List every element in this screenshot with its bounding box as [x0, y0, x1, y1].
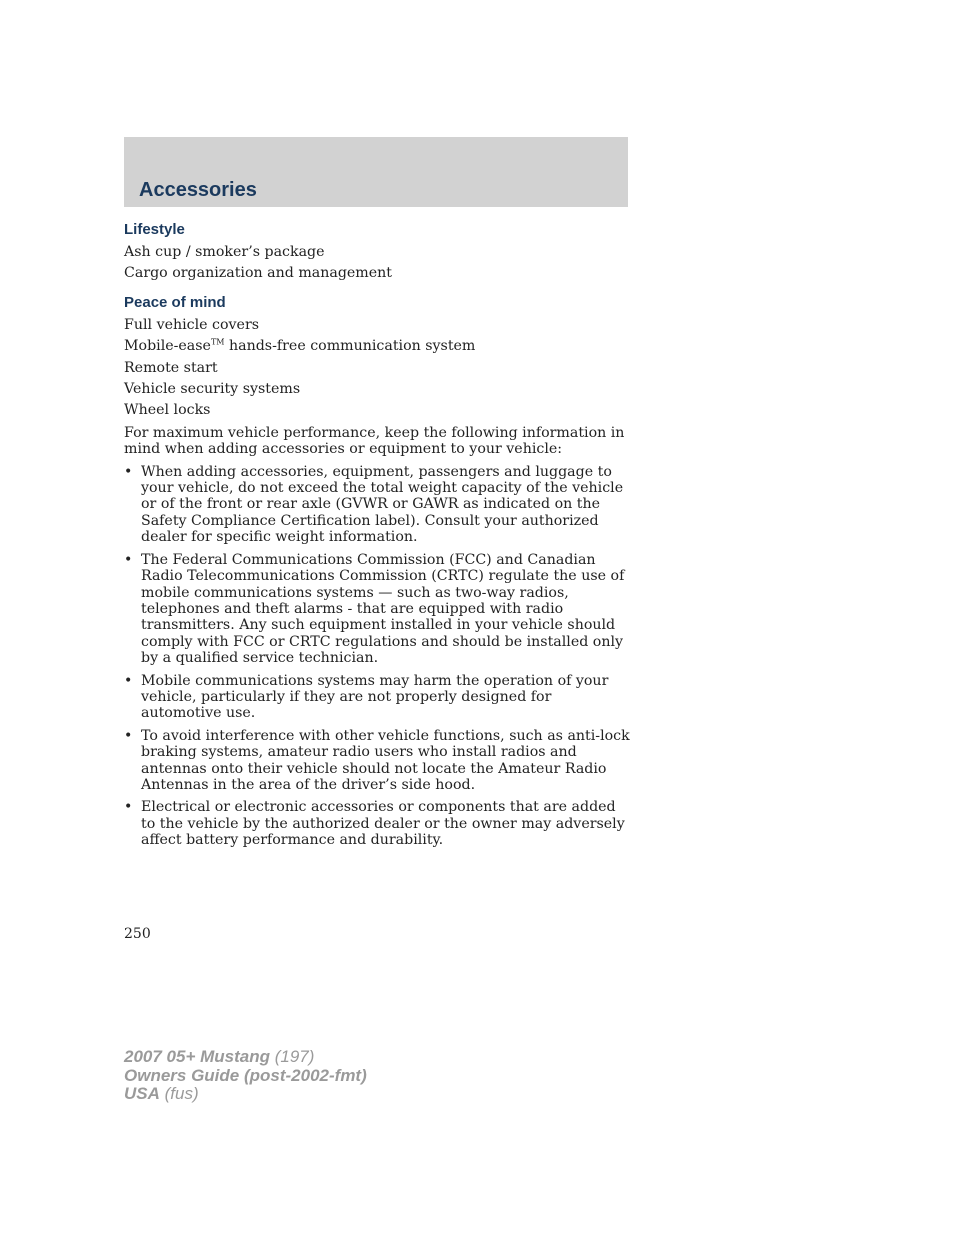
intro-paragraph: For maximum vehicle performance, keep the following information in mind when adding accessories or equipment to your vehicle: [124, 424, 625, 458]
mobile-ease-label: Mobile-ease [124, 338, 211, 355]
bullet-list [124, 464, 630, 849]
bullet-item [124, 799, 630, 848]
page-number: 250 [124, 926, 151, 942]
list-item: Vehicle security systems [124, 381, 301, 398]
peace-of-mind-heading: Peace of mind [124, 293, 226, 311]
trademark-mark: TM [210, 337, 225, 347]
bullet-icon: • [124, 672, 133, 689]
bullet-item [124, 673, 630, 722]
bullet-text: To avoid interference with other vehicle functions, such as anti-lock braking systems, amateur radio users who install radios and antennas onto their vehicle should not locate the Amateur Radio Antennas in the area of the driver’s side hood. [141, 727, 630, 793]
list-item: Ash cup / smoker’s package [124, 244, 325, 260]
bullet-text: Mobile communications systems may harm the operation of your vehicle, particularly if they are not properly designed for automotive use. [141, 672, 609, 722]
footer-line-3 [124, 1085, 367, 1104]
footer-model: 2007 05+ Mustang [124, 1047, 270, 1066]
mobile-ease-description: hands-free communication system [224, 338, 476, 355]
list-item: Wheel locks [124, 402, 211, 419]
bullet-item [124, 728, 630, 794]
bullet-text: Electrical or electronic accessories or components that are added to the vehicle by the authorized dealer or the owner may adversely affect battery performance and durability. [141, 799, 625, 849]
bullet-icon: • [124, 551, 133, 568]
list-item: Cargo organization and management [124, 265, 392, 282]
list-item-mobile-ease [124, 338, 630, 354]
bullet-text: When adding accessories, equipment, passengers and luggage to your vehicle, do not exceed the total weight capacity of the vehicle or of the front or rear axle (GVWR or GAWR as indicated on the Safety Compliance Certification label). Consult your authorized dealer for specific weight information. [141, 463, 624, 546]
page-content [124, 219, 630, 855]
page-title: Accessories [139, 179, 257, 201]
bullet-text: The Federal Communications Commission (FCC) and Canadian Radio Telecommunications Commission (CRTC) regulate the use of mobile communications systems — such as two-way radios, telephones and theft alarms - that are equipped with radio transmitters. Any such equipment installed in your vehicle should comply with FCC or CRTC regulations and should be installed only by a qualified service technician. [141, 551, 625, 667]
section-header-band [124, 137, 628, 207]
footer-guide: Owners Guide (post-2002-fmt) [124, 1065, 367, 1085]
lifestyle-heading: Lifestyle [124, 221, 185, 238]
bullet-item [124, 464, 630, 546]
footer-model-code: (197) [270, 1047, 315, 1066]
footer-line-1 [124, 1048, 367, 1067]
footer-line-2 [124, 1067, 367, 1086]
footer-market-code: (fus) [159, 1084, 199, 1103]
list-item: Full vehicle covers [124, 316, 260, 333]
document-footer [124, 1048, 367, 1104]
bullet-item [124, 552, 630, 667]
bullet-icon: • [124, 463, 133, 480]
bullet-icon: • [124, 799, 133, 816]
footer-market: USA [124, 1084, 160, 1103]
bullet-icon: • [124, 727, 133, 744]
list-item: Remote start [124, 359, 218, 376]
